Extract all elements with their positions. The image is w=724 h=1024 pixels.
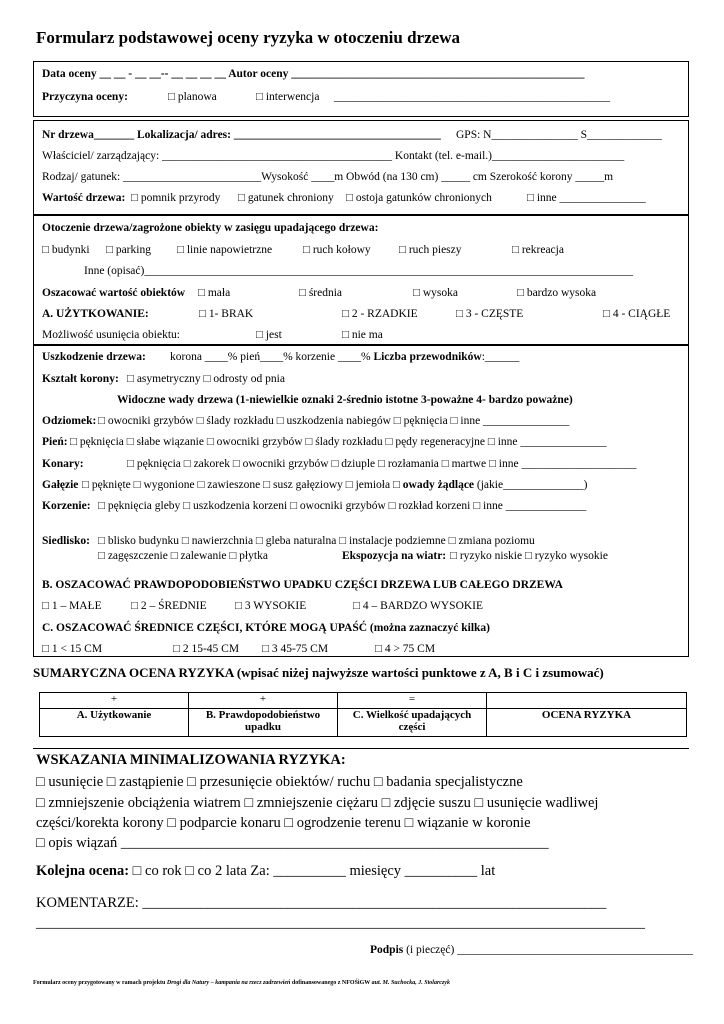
korzenie-options[interactable]: □ pęknięcia gleby □ uszkodzenia korzeni □ owocniki grzybów □ rozkład korzeni □ inne ______________ <box>98 500 587 512</box>
odziomek-label: Odziomek: <box>42 415 97 427</box>
pien-label: Pień: <box>42 436 68 448</box>
objects-other-line[interactable]: Inne (opisać)_____________________________________________________________________________________ <box>84 265 634 277</box>
binding-description-line[interactable]: □ opis wiązań ___________________________________________________________ <box>36 835 549 851</box>
diameter-4-checkbox[interactable]: □ 4 > 75 CM <box>375 643 436 655</box>
object-recreation-checkbox[interactable]: □ rekreacja <box>512 244 564 256</box>
page-title: Formularz podstawowej oceny ryzyka w otoczeniu drzewa <box>36 28 460 47</box>
use-4-checkbox[interactable]: □ 4 - CIĄGŁE <box>603 308 671 320</box>
galezie-label: Gałęzie <box>42 479 79 491</box>
gps-line[interactable]: GPS: N_______________ S_____________ <box>456 129 662 141</box>
damage-label: Uszkodzenie drzewa: <box>42 351 146 363</box>
divider <box>33 748 689 749</box>
diameter-3-checkbox[interactable]: □ 3 45-75 CM <box>262 643 329 655</box>
comments-line[interactable]: KOMENTARZE: ________________________________________________________________ <box>36 895 607 911</box>
odziomek-options[interactable]: □ owocniki grzybów □ ślady rozkładu □ uszkodzenia nabiegów □ pęknięcia □ inne _______________ <box>98 415 570 427</box>
use-1-checkbox[interactable]: □ 1- BRAK <box>199 308 254 320</box>
sum-op-3: = <box>338 693 487 709</box>
sum-col-size[interactable]: C. Wielkość upadających części <box>338 709 487 737</box>
owner-line[interactable]: Właściciel/ zarządzający: ________________________________________ Kontakt (tel. e-mail.)_______________________ <box>42 150 625 162</box>
recommendations-line-2[interactable]: □ zmniejszenie obciążenia wiatrem □ zmniejszenie ciężaru □ zdjęcie suszu □ usunięcie wadliwej <box>36 795 599 811</box>
tree-value-monument-checkbox[interactable]: □ pomnik przyrody <box>131 192 221 204</box>
summary-heading: SUMARYCZNA OCENA RYZYKA (wpisać niżej najwyższe wartości punktowe z A, B i C i zsumować) <box>33 665 604 680</box>
object-value-high-checkbox[interactable]: □ wysoka <box>413 287 458 299</box>
removal-no-checkbox[interactable]: □ nie ma <box>342 329 383 341</box>
site-options-2[interactable]: □ zagęszczenie □ zalewanie □ płytka <box>98 550 268 562</box>
sum-result-cell[interactable] <box>487 693 687 709</box>
date-author-line[interactable]: Data oceny __ __ - __ __-- __ __ __ __ Autor oceny ___________________________________________________ <box>42 68 585 80</box>
reason-intervention-checkbox[interactable]: □ interwencja <box>256 91 320 103</box>
object-buildings-checkbox[interactable]: □ budynki <box>42 244 90 256</box>
use-3-checkbox[interactable]: □ 3 - CZĘSTE <box>456 308 524 320</box>
tree-value-habitat-checkbox[interactable]: □ ostoja gatunków chronionych <box>346 192 492 204</box>
diameter-1-checkbox[interactable]: □ 1 < 15 CM <box>42 643 103 655</box>
species-line[interactable]: Rodzaj/ gatunek: ________________________Wysokość ____m Obwód (na 130 cm) _____ cm Szerokość korony _____m <box>42 171 614 183</box>
recommendations-line-1[interactable]: □ usunięcie □ zastąpienie □ przesunięcie obiektów/ ruchu □ badania specjalistyczne <box>36 774 523 790</box>
tree-value-protected-checkbox[interactable]: □ gatunek chroniony <box>238 192 334 204</box>
object-powerlines-checkbox[interactable]: □ linie napowietrzne <box>177 244 273 256</box>
use-label: A. UŻYTKOWANIE: <box>42 308 149 320</box>
crown-shape-label: Kształt korony: <box>42 373 119 385</box>
konary-options[interactable]: □ pęknięcia □ zakorek □ owocniki grzybów □ dziuple □ rozłamania □ martwe □ inne ____________________ <box>127 458 637 470</box>
use-2-checkbox[interactable]: □ 2 - RZADKIE <box>342 308 418 320</box>
wind-exposure-label: Ekspozycja na wiatr: <box>342 550 447 562</box>
defects-heading: Widoczne wady drzewa (1-niewielkie oznaki 2-średnio istotne 3-poważne 4- bardzo poważne) <box>117 394 573 406</box>
tree-value-other-checkbox[interactable]: □ inne _______________ <box>527 192 646 204</box>
reason-planned-checkbox[interactable]: □ planowa <box>168 91 217 103</box>
diameter-2-checkbox[interactable]: □ 2 15-45 CM <box>173 643 240 655</box>
sum-col-risk[interactable]: OCENA RYZYKA <box>487 709 687 737</box>
object-pedestrian-checkbox[interactable]: □ ruch pieszy <box>399 244 462 256</box>
probability-3-checkbox[interactable]: □ 3 WYSOKIE <box>235 600 307 612</box>
site-options-1[interactable]: □ blisko budynku □ nawierzchnia □ gleba naturalna □ instalacje podziemne □ zmiana poziomu <box>98 535 535 547</box>
sum-op-1: + <box>40 693 189 709</box>
summary-table <box>39 692 687 737</box>
crown-shape-options[interactable]: □ asymetryczny □ odrosty od pnia <box>127 373 285 385</box>
object-value-low-checkbox[interactable]: □ mała <box>198 287 231 299</box>
object-parking-checkbox[interactable]: □ parking <box>106 244 151 256</box>
galezie-options[interactable]: □ pęknięte □ wygonione □ zawieszone □ susz gałęziowy □ jemioła □ owady żądlące (jakie______________) <box>82 479 588 491</box>
object-value-veryhigh-checkbox[interactable]: □ bardzo wysoka <box>517 287 597 299</box>
object-traffic-checkbox[interactable]: □ ruch kołowy <box>303 244 371 256</box>
removal-label: Możliwość usunięcia obiektu: <box>42 329 180 341</box>
signature-line[interactable]: Podpis (i pieczęć) _________________________________________ <box>370 944 693 956</box>
probability-2-checkbox[interactable]: □ 2 – ŚREDNIE <box>131 600 207 612</box>
next-assessment-line[interactable]: Kolejna ocena: □ co rok □ co 2 lata Za: __________ miesięcy __________ lat <box>36 863 496 879</box>
probability-4-checkbox[interactable]: □ 4 – BARDZO WYSOKIE <box>353 600 484 612</box>
diameter-heading: C. OSZACOWAĆ ŚREDNICE CZĘŚCI, KTÓRE MOGĄ UPAŚĆ (można zaznaczyć kilka) <box>42 622 490 634</box>
probability-heading: B. OSZACOWAĆ PRAWDOPODOBIEŃSTWO UPADKU CZĘŚCI DRZEWA LUB CAŁEGO DRZEWA <box>42 579 563 591</box>
pien-options[interactable]: □ pęknięcia □ słabe wiązanie □ owocniki grzybów □ ślady rozkładu □ pędy regeneracyjne □ inne _______________ <box>70 436 607 448</box>
object-value-label: Oszacować wartość obiektów <box>42 287 186 299</box>
probability-1-checkbox[interactable]: □ 1 – MAŁE <box>42 600 102 612</box>
sum-col-use[interactable]: A. Użytkowanie <box>40 709 189 737</box>
site-label: Siedlisko: <box>42 535 90 547</box>
damage-line[interactable]: korona ____% pień____% korzenie ____% Liczba przewodników:______ <box>170 351 520 363</box>
konary-label: Konary: <box>42 458 84 470</box>
tree-location-line[interactable]: Nr drzewa_______ Lokalizacja/ adres: ____________________________________ <box>42 129 441 141</box>
removal-yes-checkbox[interactable]: □ jest <box>256 329 282 341</box>
reason-line[interactable]: ________________________________________________ <box>334 91 610 103</box>
recommendations-line-3[interactable]: części/korekta korony □ podparcie konaru □ ogrodzenie terenu □ wiązanie w koronie <box>36 815 531 831</box>
korzenie-label: Korzenie: <box>42 500 91 512</box>
recommendations-heading: WSKAZANIA MINIMALIZOWANIA RYZYKA: <box>36 752 346 768</box>
comments-line-2[interactable]: ____________________________________________________________________________________ <box>36 915 645 931</box>
wind-exposure-options[interactable]: □ ryzyko niskie □ ryzyko wysokie <box>450 550 608 562</box>
sum-col-probability[interactable]: B. Prawdopodobieństwo upadku <box>189 709 338 737</box>
reason-label: Przyczyna oceny: <box>42 91 128 103</box>
surroundings-heading: Otoczenie drzewa/zagrożone obiekty w zasięgu upadającego drzewa: <box>42 222 379 234</box>
object-value-medium-checkbox[interactable]: □ średnia <box>299 287 343 299</box>
sum-op-2: + <box>189 693 338 709</box>
footer-credits: Formularz oceny przygotowany w ramach projektu Drogi dla Natury – kampania na rzecz zadrzewień dofinansowanego z NFOŚiGW aut. M. Suchocka, J. Stolarczyk <box>33 980 450 986</box>
tree-value-label: Wartość drzewa: <box>42 192 126 204</box>
